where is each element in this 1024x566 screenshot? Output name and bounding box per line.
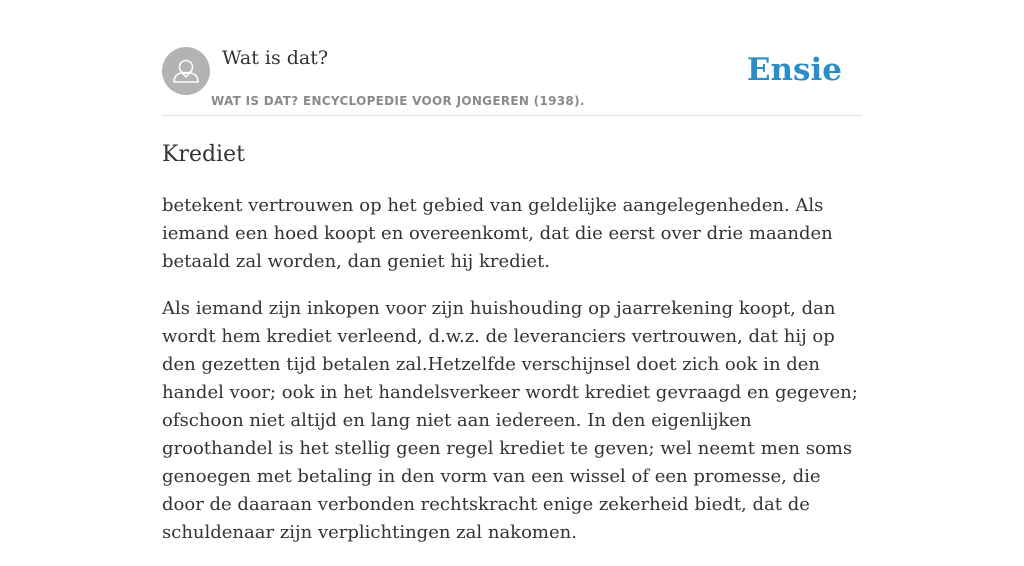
brand-logo[interactable]: Ensie bbox=[746, 52, 842, 88]
article-title: Krediet bbox=[162, 142, 245, 167]
article-body bbox=[162, 192, 862, 566]
article-paragraph: betekent vertrouwen op het gebied van geldelijke aangelegenheden. Als iemand een hoed koopt en overeenkomt, dat die eerst over drie maanden betaald zal worden, dan geniet hij krediet. bbox=[162, 195, 833, 272]
user-icon[interactable] bbox=[162, 47, 210, 95]
source-name[interactable]: Wat is dat? bbox=[222, 47, 329, 69]
article-paragraph: Als iemand zijn inkopen voor zijn huishouding op jaarrekening koopt, dan wordt hem krediet verleend, d.w.z. de leveranciers vertrouwen, dat hij op den gezetten tijd betalen zal.Hetzelfde verschijnsel doet zich ook in den handel voor; ook in het handelsverkeer wordt krediet gevraagd en gegeven; ofschoon niet altijd en lang niet aan iedereen. In den eigenlijken groothandel is het stellig geen regel krediet te geven; wel neemt men soms genoegen met betaling in den vorm van een wissel of een promesse, die door de daaraan verbonden rechtskracht enige zekerheid biedt, dat de schuldenaar zijn verplichtingen zal nakomen. bbox=[162, 298, 858, 543]
source-header bbox=[162, 46, 862, 116]
source-subtitle[interactable]: WAT IS DAT? ENCYCLOPEDIE VOOR JONGEREN (1938). bbox=[211, 94, 585, 108]
